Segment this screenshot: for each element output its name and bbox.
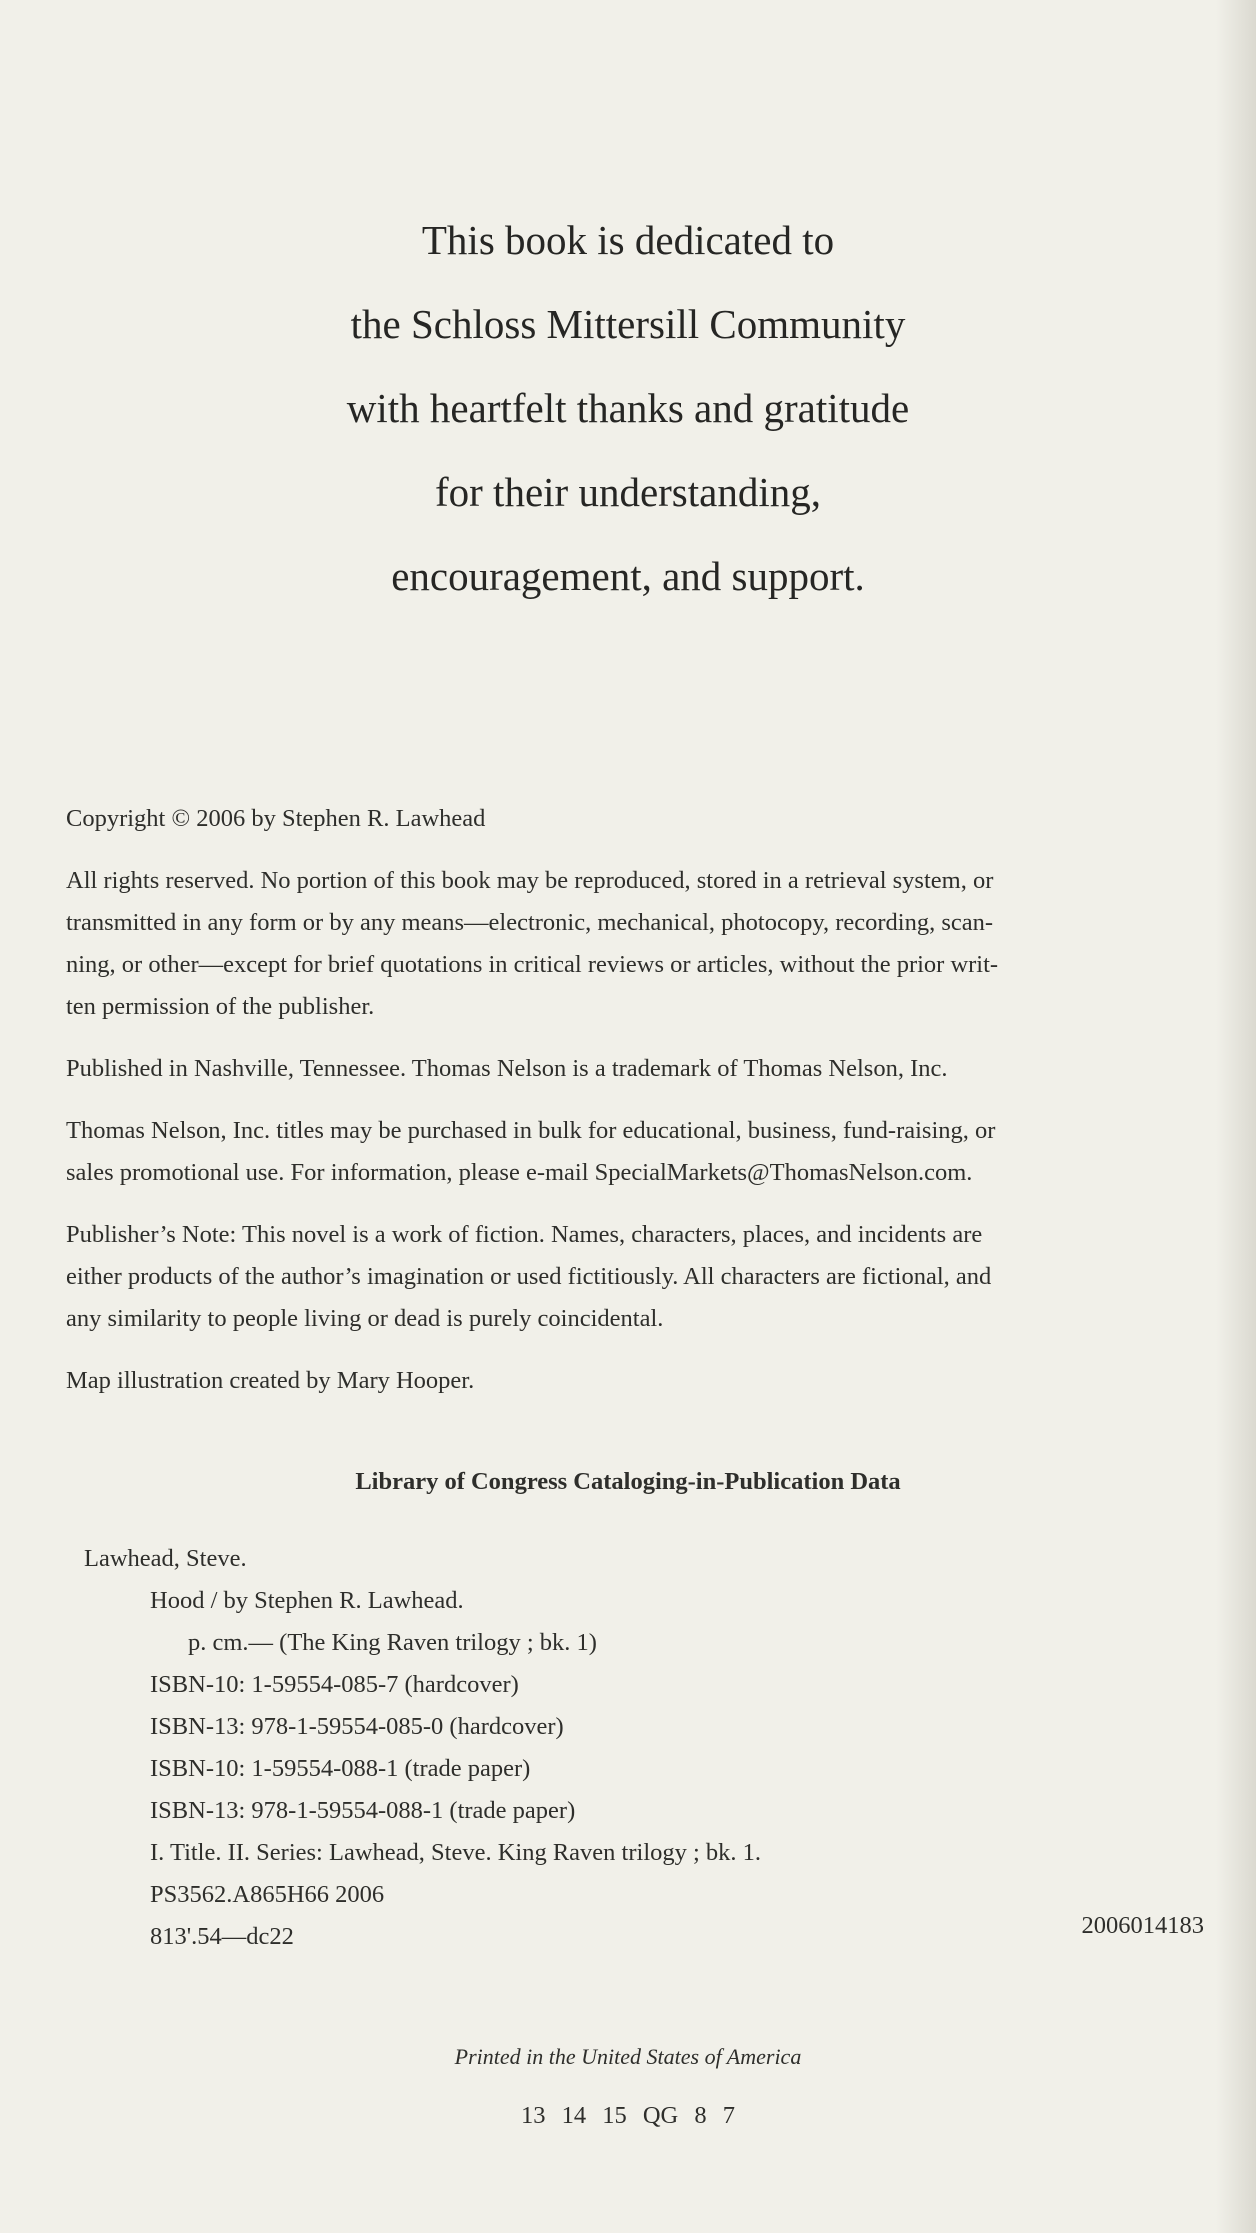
rights-line: transmitted in any form or by any means—electronic, mechanical, photocopy, recording, scan- (66, 909, 994, 936)
cip-isbn: ISBN-13: 978-1-59554-085-0 (hardcover) (150, 1713, 564, 1740)
bulk-line: sales promotional use. For information, please e-mail SpecialMarkets@ThomasNelson.com. (66, 1159, 973, 1186)
published-statement: Published in Nashville, Tennessee. Thomas Nelson is a trademark of Thomas Nelson, Inc. (66, 1055, 948, 1082)
dedication-line: with heartfelt thanks and gratitude (346, 385, 910, 431)
cip-author: Lawhead, Steve. (84, 1545, 247, 1572)
note-line: either products of the author’s imagination or used fictitiously. All characters are fictional, and (66, 1263, 992, 1290)
dedication-line: for their understanding, (435, 469, 821, 515)
cip-record (84, 1538, 761, 1958)
cip-isbn: ISBN-13: 978-1-59554-088-1 (trade paper) (150, 1797, 576, 1824)
bulk-line: Thomas Nelson, Inc. titles may be purchased in bulk for educational, business, fund-raising, or (66, 1117, 996, 1144)
map-credit: Map illustration created by Mary Hooper. (66, 1367, 475, 1394)
note-line: any similarity to people living or dead is purely coincidental. (66, 1305, 664, 1332)
print-line: 13 14 15 QG 8 7 (520, 2102, 735, 2129)
cip-call-number: PS3562.A865H66 2006 (150, 1881, 385, 1908)
dedication-line: encouragement, and support. (391, 553, 865, 599)
cip-pages: p. cm.— (The King Raven trilogy ; bk. 1) (188, 1629, 597, 1656)
copyright-notice: Copyright © 2006 by Stephen R. Lawhead (66, 805, 486, 832)
rights-line: ten permission of the publisher. (66, 993, 375, 1020)
cip-heading: Library of Congress Cataloging-in-Publication Data (355, 1468, 901, 1495)
rights-line: All rights reserved. No portion of this book may be reproduced, stored in a retrieval system, or (66, 867, 994, 894)
cip-subjects: I. Title. II. Series: Lawhead, Steve. King Raven trilogy ; bk. 1. (150, 1839, 762, 1866)
dedication-line: the Schloss Mittersill Community (350, 301, 906, 347)
cip-isbn: ISBN-10: 1-59554-088-1 (trade paper) (150, 1755, 531, 1782)
rights-line: ning, or other—except for brief quotations in critical reviews or articles, without the prior writ- (66, 951, 999, 978)
cip-title: Hood / by Stephen R. Lawhead. (150, 1587, 464, 1614)
dedication (0, 198, 1256, 618)
printed-in: Printed in the United States of America (454, 2044, 802, 2069)
note-line: Publisher’s Note: This novel is a work of fiction. Names, characters, places, and incidents are (66, 1221, 983, 1248)
cip-isbn: ISBN-10: 1-59554-085-7 (hardcover) (150, 1671, 519, 1698)
cip-dewey: 813'.54—dc22 (150, 1923, 294, 1950)
copyright-block (66, 798, 1206, 1422)
dedication-line: This book is dedicated to (421, 217, 835, 263)
cip-lccn: 2006014183 (1081, 1912, 1204, 1939)
